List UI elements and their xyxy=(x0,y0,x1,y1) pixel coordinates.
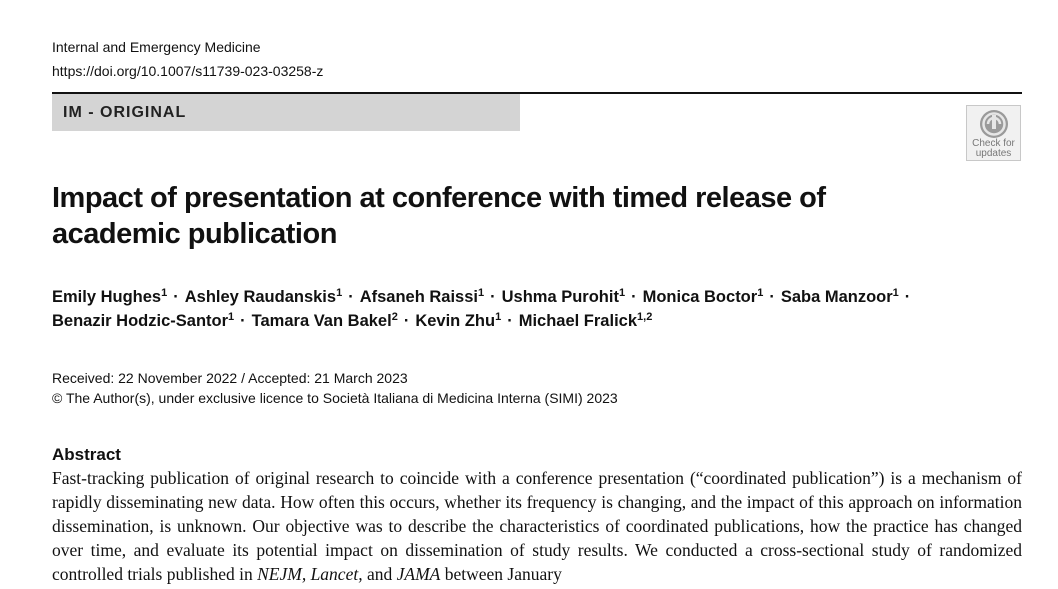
affiliation-marker: 1 xyxy=(228,311,235,323)
author-name[interactable]: Ashley Raudanskis xyxy=(184,288,337,306)
section-banner: IM - ORIGINAL xyxy=(52,94,520,131)
affiliation-marker: 1 xyxy=(757,287,764,299)
abstract-text-part: Fast-tracking publication of original research to coincide with a conference presentation (“coordinated publication”) is a mechanism of rapidly disseminating new data. How often this occurs, whether its frequency is changing, and the impact of this approach on information dissemination, is unknown. Our objective was to describe the characteristics of coordinated publications, how the practice has changed over time, and evaluate its potential impact on dissemination of study results. We conducted a cross-sectional study of randomized controlled trials published in xyxy=(52,468,1022,584)
affiliation-marker: 1 xyxy=(336,287,343,299)
affiliation-marker: 1 xyxy=(477,287,485,299)
copyright-notice: © The Author(s), under exclusive licence to Società Italiana di Medicina Interna (SIMI) 2023 xyxy=(52,390,618,406)
affiliation-marker: 1 xyxy=(618,287,626,299)
affiliation-marker: 1,2 xyxy=(637,311,653,323)
affiliation-marker: 1 xyxy=(892,287,899,299)
affiliation-marker: 1 xyxy=(495,311,502,323)
badge-line-1: Check for xyxy=(972,138,1015,149)
author-name[interactable]: Afsaneh Raissi xyxy=(359,288,478,306)
author-list: Emily Hughes$^1$ · Ashley Raudanskis$^1$ · Afsaneh Raissi$^1$ · Ushma Purohit$^1$ · Monica Boctor$^1$ · Saba Manzoor$^1$ · Benazir Hodzic-Santor$^1$ · Tamara Van Bakel$^2$ · Kevin Zhu$^1$ · Michael Fralick$^{1,2}$ xyxy=(52,287,911,330)
article-title: Impact of presentation at conference with timed release of academic publication xyxy=(52,182,826,250)
author-name[interactable]: Monica Boctor xyxy=(642,288,758,306)
abstract-heading: Abstract xyxy=(52,445,121,464)
doi-link[interactable]: https://doi.org/10.1007/s11739-023-03258-z xyxy=(52,63,324,79)
author-name[interactable]: Tamara Van Bakel xyxy=(251,312,392,330)
check-for-updates-badge[interactable] xyxy=(966,105,1021,161)
abstract-text-part: and xyxy=(362,564,397,584)
abstract-text xyxy=(52,466,1022,586)
affiliation-marker: 2 xyxy=(391,311,398,323)
author-name[interactable]: Michael Fralick xyxy=(518,312,638,330)
journal-names-italic: NEJM, Lancet, xyxy=(257,564,363,584)
author-name[interactable]: Kevin Zhu xyxy=(415,312,496,330)
check-for-updates-icon xyxy=(979,109,1009,139)
affiliation-marker: 1 xyxy=(161,287,168,299)
author-name[interactable]: Saba Manzoor xyxy=(780,288,893,306)
author-name[interactable]: Benazir Hodzic-Santor xyxy=(52,312,229,330)
journal-name: Internal and Emergency Medicine xyxy=(52,39,261,55)
badge-line-2: updates xyxy=(975,148,1012,159)
abstract-text-part: between January xyxy=(440,564,562,584)
author-name[interactable]: Emily Hughes xyxy=(52,288,162,306)
journal-name-italic: JAMA xyxy=(396,564,441,584)
received-accepted-dates: Received: 22 November 2022 / Accepted: 21 March 2023 xyxy=(52,370,408,386)
author-name[interactable]: Ushma Purohit xyxy=(501,288,619,306)
